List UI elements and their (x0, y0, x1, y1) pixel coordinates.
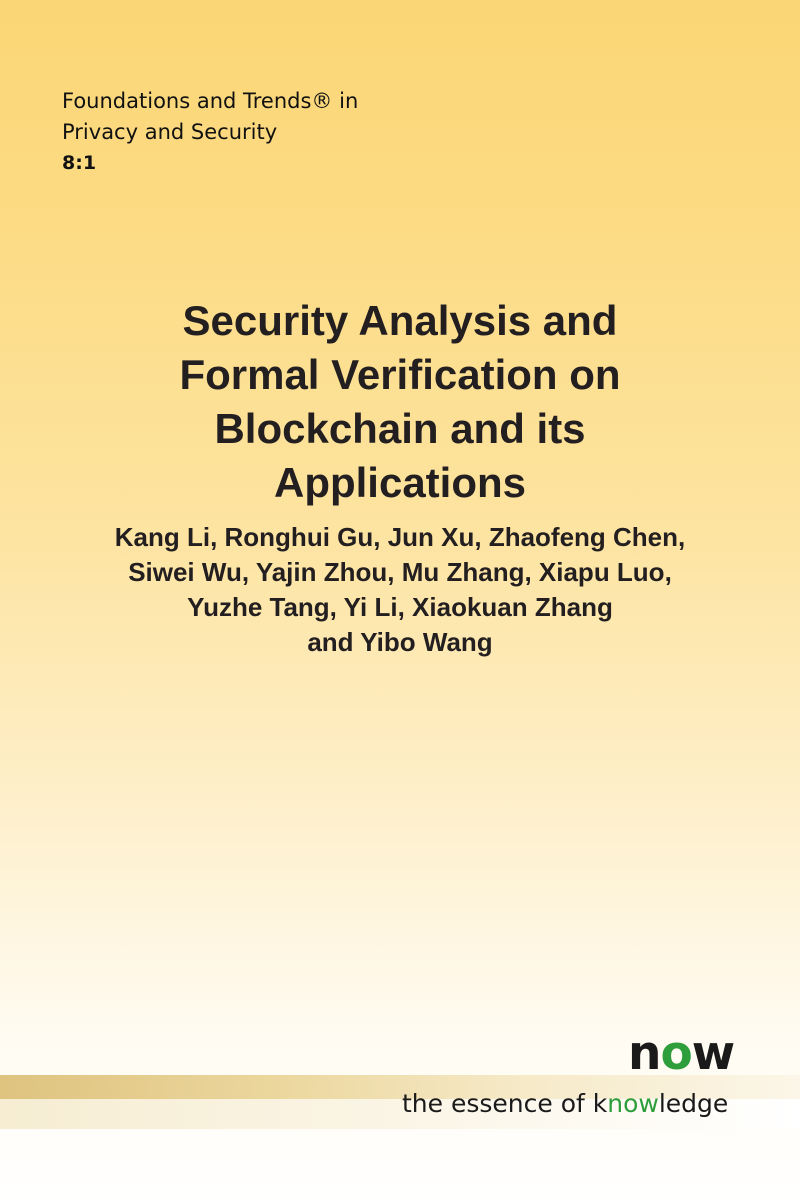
title-line: Formal Verification on (179, 351, 621, 398)
series-name-line1: Foundations and Trends® in (62, 89, 359, 113)
author-list (0, 520, 800, 660)
tagline-text: ledge (658, 1089, 729, 1118)
logo-letter: o (660, 1026, 692, 1081)
tagline-highlight: now (607, 1089, 659, 1118)
title-line: Blockchain and its (214, 405, 586, 452)
author-line: and Yibo Wang (307, 627, 493, 657)
title-line: Security Analysis and (182, 297, 618, 344)
series-info (62, 86, 358, 179)
series-name-line2: Privacy and Security (62, 120, 278, 144)
publisher-logo (628, 1026, 735, 1081)
logo-letter: w (691, 1026, 735, 1081)
book-title (0, 294, 800, 510)
volume-number: 8:1 (62, 152, 97, 174)
publisher-tagline (402, 1088, 728, 1120)
author-line: Siwei Wu, Yajin Zhou, Mu Zhang, Xiapu Luo, (128, 557, 672, 587)
title-line: Applications (273, 459, 527, 506)
logo-letter: n (628, 1026, 661, 1081)
author-line: Yuzhe Tang, Yi Li, Xiaokuan Zhang (187, 592, 613, 622)
tagline-text: the essence of k (402, 1089, 608, 1118)
author-line: Kang Li, Ronghui Gu, Jun Xu, Zhaofeng Chen, (114, 522, 686, 552)
